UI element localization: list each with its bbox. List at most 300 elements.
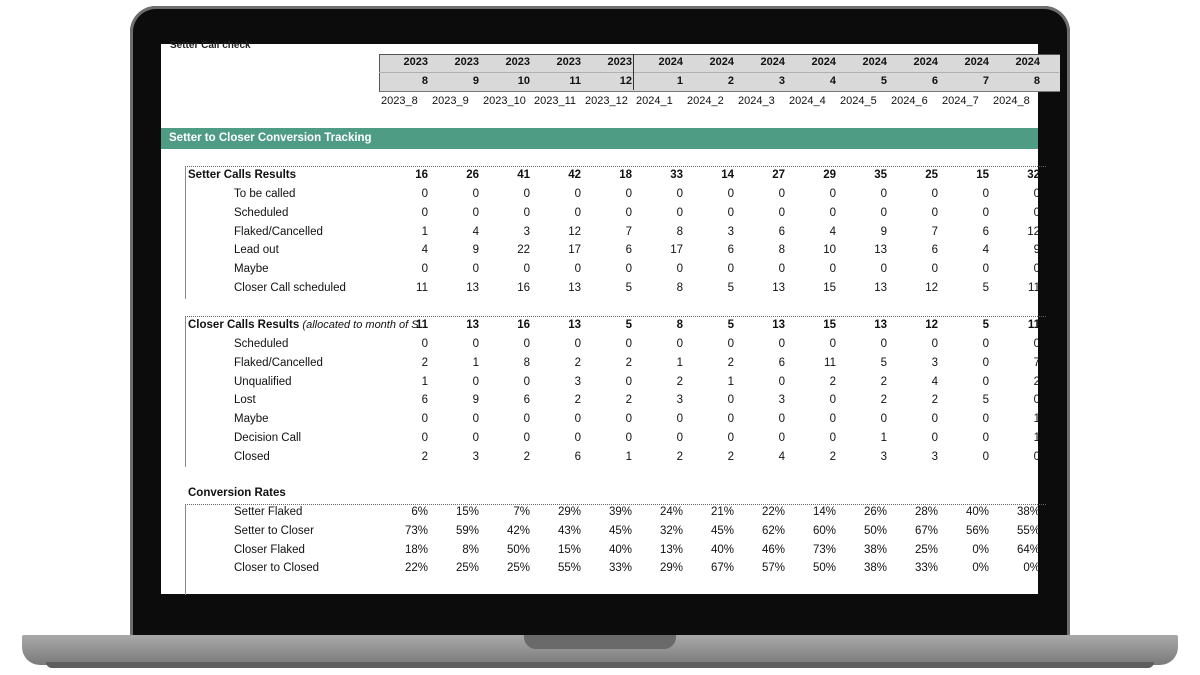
table-cell: 6 [778, 225, 785, 238]
table-cell: 2 [1033, 375, 1040, 388]
table-cell: 5 [625, 319, 632, 331]
table-cell: 0 [931, 338, 938, 350]
closer-group-box [185, 316, 1046, 467]
table-cell: 0 [574, 432, 581, 444]
table-cell: 11 [416, 282, 428, 294]
table-cell: 28% [914, 506, 938, 518]
table-cell: 42 [568, 169, 581, 181]
table-cell: 29 [823, 169, 836, 181]
table-cell: 0 [778, 338, 785, 350]
table-cell: 3 [676, 394, 683, 407]
table-cell: 6% [411, 506, 428, 518]
table-cell: 2 [625, 356, 632, 369]
table-cell: 1 [727, 375, 734, 388]
month-header-cell: 1 [676, 75, 683, 87]
table-cell: 0 [982, 432, 989, 444]
table-cell: 12 [925, 319, 938, 331]
table-cell: 0 [982, 450, 989, 463]
year-header-cell: 2024 [658, 56, 683, 68]
year-header-cell: 2023 [505, 56, 530, 68]
table-cell: 0 [676, 432, 683, 444]
table-cell: 8 [676, 319, 683, 331]
table-cell: 50% [812, 562, 836, 575]
table-cell: 6 [574, 450, 581, 463]
table-cell: 0 [1033, 206, 1040, 219]
table-cell: 0 [931, 263, 938, 276]
table-cell: 4 [778, 450, 785, 463]
row-label: Flaked/Cancelled [234, 356, 323, 369]
period-code-cell: 2024_5 [840, 95, 877, 107]
table-cell: 1 [1033, 432, 1040, 444]
table-cell: 24% [659, 506, 683, 518]
table-cell: 3 [727, 225, 734, 238]
table-cell: 0 [829, 263, 836, 276]
year-header-cell: 2023 [403, 56, 428, 68]
table-cell: 0 [1033, 188, 1040, 200]
table-cell: 67% [710, 562, 734, 575]
table-cell: 27 [772, 169, 785, 181]
table-cell: 2 [574, 394, 581, 407]
table-cell: 0 [421, 432, 428, 444]
table-cell: 22 [517, 244, 530, 257]
table-cell: 2 [421, 450, 428, 463]
row-label: Lost [234, 394, 256, 407]
table-cell: 2 [727, 356, 734, 369]
table-cell: 1 [421, 225, 428, 238]
closer-heading-note: (allocated to month of S [302, 319, 419, 331]
table-cell: 0 [472, 206, 479, 219]
table-cell: 15% [455, 506, 479, 518]
year-header-cell: 2024 [964, 56, 989, 68]
table-cell: 0 [727, 394, 734, 407]
table-cell: 0 [1033, 263, 1040, 276]
table-cell: 3 [880, 450, 887, 463]
table-cell: 0 [472, 413, 479, 426]
table-cell: 9 [472, 394, 479, 407]
month-header-cell: 9 [472, 75, 479, 87]
table-cell: 38% [863, 543, 887, 556]
table-cell: 73% [812, 543, 836, 556]
table-cell: 21% [710, 506, 734, 518]
table-cell: 60% [812, 524, 836, 537]
table-cell: 0 [574, 413, 581, 426]
table-cell: 18 [619, 169, 632, 181]
table-cell: 0 [727, 338, 734, 350]
row-label: Setter Flaked [234, 506, 303, 518]
year-header-cell: 2023 [607, 56, 632, 68]
table-cell: 2 [523, 450, 530, 463]
table-cell: 0 [523, 188, 530, 200]
table-cell: 0 [982, 338, 989, 350]
table-cell: 0 [880, 338, 887, 350]
table-cell: 0 [982, 263, 989, 276]
period-code-cell: 2024_3 [738, 95, 775, 107]
table-cell: 2 [574, 356, 581, 369]
period-code-cell: 2024_8 [993, 95, 1030, 107]
month-header-cell: 5 [880, 75, 887, 87]
table-cell: 0 [829, 338, 836, 350]
year-header-cell: 2023 [454, 56, 479, 68]
table-cell: 1 [880, 432, 887, 444]
table-cell: 2 [880, 375, 887, 388]
table-cell: 50% [863, 524, 887, 537]
table-cell: 5 [982, 282, 989, 294]
table-cell: 73% [404, 524, 428, 537]
conversion-heading: Conversion Rates [188, 487, 286, 499]
table-cell: 41 [517, 169, 530, 181]
table-cell: 0 [880, 188, 887, 200]
month-header-cell: 3 [778, 75, 785, 87]
row-label: To be called [234, 188, 296, 200]
year-header-cell: 2024 [811, 56, 836, 68]
table-cell: 33 [670, 169, 683, 181]
table-cell: 15 [823, 319, 836, 331]
table-cell: 0 [778, 206, 785, 219]
table-cell: 40% [965, 506, 989, 518]
table-cell: 0 [829, 394, 836, 407]
table-cell: 0 [778, 375, 785, 388]
table-cell: 57% [761, 562, 785, 575]
table-cell: 11 [824, 356, 836, 369]
table-cell: 0 [625, 432, 632, 444]
row-label: Decision Call [234, 432, 302, 444]
table-cell: 2 [931, 394, 938, 407]
table-cell: 12 [1027, 225, 1040, 238]
table-cell: 0 [421, 188, 428, 200]
table-cell: 0 [676, 188, 683, 200]
table-cell: 43% [557, 524, 581, 537]
table-cell: 0% [1023, 562, 1040, 575]
table-cell: 0 [574, 206, 581, 219]
table-cell: 26 [466, 169, 479, 181]
table-cell: 6 [523, 394, 530, 407]
table-cell: 16 [517, 319, 530, 331]
table-cell: 0 [676, 263, 683, 276]
table-cell: 0 [523, 338, 530, 350]
table-cell: 15 [823, 282, 836, 294]
table-cell: 5 [880, 356, 887, 369]
year-header-cell: 2024 [709, 56, 734, 68]
period-code-cell: 2024_7 [942, 95, 979, 107]
table-cell: 10 [823, 244, 836, 257]
table-cell: 0 [472, 188, 479, 200]
table-cell: 0 [982, 375, 989, 388]
row-label: Closer Flaked [234, 543, 305, 556]
table-cell: 16 [517, 282, 530, 294]
table-cell: 2 [676, 375, 683, 388]
table-cell: 0 [1033, 394, 1040, 407]
table-cell: 0 [727, 263, 734, 276]
closer-heading [188, 319, 419, 331]
table-cell: 13 [874, 319, 887, 331]
table-cell: 0 [982, 356, 989, 369]
table-cell: 0 [982, 413, 989, 426]
table-cell: 0 [676, 206, 683, 219]
table-cell: 0 [778, 413, 785, 426]
table-cell: 0 [931, 206, 938, 219]
table-cell: 50% [506, 543, 530, 556]
table-cell: 38% [863, 562, 887, 575]
table-cell: 5 [982, 319, 989, 331]
table-cell: 0 [472, 338, 479, 350]
table-cell: 33% [608, 562, 632, 575]
row-label: Flaked/Cancelled [234, 225, 323, 238]
table-cell: 55% [557, 562, 581, 575]
table-cell: 1 [1033, 413, 1040, 426]
table-cell: 42% [506, 524, 530, 537]
row-label: Closer Call scheduled [234, 282, 346, 294]
table-cell: 7 [1033, 356, 1040, 369]
table-cell: 15% [557, 543, 581, 556]
table-cell: 13 [568, 319, 581, 331]
table-cell: 0 [574, 263, 581, 276]
table-cell: 2 [829, 450, 836, 463]
table-cell: 0 [676, 413, 683, 426]
table-cell: 0% [972, 543, 989, 556]
table-cell: 6 [727, 244, 734, 257]
table-cell: 0 [829, 413, 836, 426]
table-cell: 1 [472, 356, 479, 369]
table-cell: 11 [1028, 282, 1040, 294]
table-cell: 0 [778, 263, 785, 276]
table-cell: 0 [523, 413, 530, 426]
table-cell: 6 [931, 244, 938, 257]
month-header-cell: 10 [517, 75, 530, 87]
table-cell: 0 [778, 188, 785, 200]
table-cell: 17 [568, 244, 581, 257]
table-cell: 62% [761, 524, 785, 537]
laptop-base-edge [46, 662, 1154, 668]
table-cell: 7 [931, 225, 938, 238]
table-cell: 17 [670, 244, 683, 257]
table-cell: 22% [404, 562, 428, 575]
month-header-cell: 7 [982, 75, 989, 87]
setter-heading: Setter Calls Results [188, 169, 297, 181]
table-cell: 14 [721, 169, 734, 181]
table-cell: 40% [710, 543, 734, 556]
table-cell: 6 [778, 356, 785, 369]
table-cell: 0 [472, 432, 479, 444]
table-cell: 9 [1033, 244, 1040, 257]
table-cell: 29% [659, 562, 683, 575]
table-cell: 0 [676, 338, 683, 350]
table-cell: 0 [829, 188, 836, 200]
table-cell: 2 [880, 394, 887, 407]
year-header-cell: 2023 [556, 56, 581, 68]
month-header-cell: 6 [931, 75, 938, 87]
table-cell: 8 [778, 244, 785, 257]
row-label: Unqualified [234, 375, 292, 388]
table-cell: 0 [727, 413, 734, 426]
table-cell: 2 [676, 450, 683, 463]
table-cell: 38% [1016, 506, 1040, 518]
month-header-cell: 12 [619, 75, 632, 87]
table-cell: 8% [462, 543, 479, 556]
table-cell: 0 [625, 188, 632, 200]
table-cell: 5 [625, 282, 632, 294]
table-cell: 13 [874, 244, 887, 257]
table-cell: 0 [523, 375, 530, 388]
table-cell: 4 [472, 225, 479, 238]
table-cell: 13 [772, 319, 785, 331]
table-cell: 13 [466, 319, 479, 331]
table-cell: 5 [982, 394, 989, 407]
laptop-screen [161, 40, 1040, 594]
table-cell: 0 [523, 263, 530, 276]
row-label: Lead out [234, 244, 279, 257]
table-cell: 13 [772, 282, 785, 294]
table-cell: 6 [625, 244, 632, 257]
table-cell: 0 [421, 413, 428, 426]
table-cell: 0 [574, 338, 581, 350]
table-cell: 0 [931, 432, 938, 444]
spreadsheet[interactable] [161, 40, 1040, 594]
row-label: Closer to Closed [234, 562, 320, 575]
table-cell: 4 [421, 244, 428, 257]
table-cell: 0% [972, 562, 989, 575]
table-cell: 40% [608, 543, 632, 556]
year-header-cell: 2024 [913, 56, 938, 68]
year-header-cell: 2024 [862, 56, 887, 68]
row-label: Closed [234, 450, 270, 463]
table-cell: 3 [472, 450, 479, 463]
table-cell: 46% [761, 543, 785, 556]
table-cell: 0 [625, 375, 632, 388]
row-label: Scheduled [234, 206, 289, 219]
table-cell: 1 [421, 375, 428, 388]
table-cell: 6 [421, 394, 428, 407]
period-code-cell: 2024_4 [789, 95, 826, 107]
table-cell: 8 [676, 282, 683, 294]
table-cell: 9 [880, 225, 887, 238]
sheet-title: Setter Call check [170, 40, 251, 51]
table-cell: 0 [880, 413, 887, 426]
table-cell: 16 [415, 169, 428, 181]
table-cell: 3 [574, 375, 581, 388]
period-code-cell: 2023_10 [483, 95, 526, 107]
header-divider [379, 72, 1059, 73]
table-cell: 26% [863, 506, 887, 518]
table-cell: 13 [568, 282, 581, 294]
period-code-cell: 2024_1 [636, 95, 673, 107]
period-code-cell: 2023_9 [432, 95, 469, 107]
table-cell: 0 [625, 263, 632, 276]
table-cell: 45% [710, 524, 734, 537]
laptop-notch [524, 635, 676, 649]
table-cell: 25 [925, 169, 938, 181]
table-cell: 3 [931, 450, 938, 463]
month-header-cell: 4 [829, 75, 836, 87]
table-cell: 67% [914, 524, 938, 537]
table-cell: 25% [506, 562, 530, 575]
period-code-cell: 2024_2 [687, 95, 724, 107]
table-cell: 56% [965, 524, 989, 537]
month-header-cell: 2 [727, 75, 734, 87]
table-cell: 0 [472, 263, 479, 276]
table-cell: 11 [1027, 319, 1040, 331]
table-cell: 11 [415, 319, 428, 331]
table-cell: 0 [625, 413, 632, 426]
table-cell: 0 [625, 338, 632, 350]
year-header-cell: 2024 [1015, 56, 1040, 68]
closer-heading-label: Closer Calls Results [188, 319, 300, 331]
table-cell: 32% [659, 524, 683, 537]
table-cell: 0 [523, 206, 530, 219]
table-cell: 22% [761, 506, 785, 518]
table-cell: 64% [1016, 543, 1040, 556]
table-cell: 14% [812, 506, 836, 518]
table-cell: 0 [1033, 450, 1040, 463]
table-cell: 55% [1016, 524, 1040, 537]
year-divider [633, 54, 634, 90]
section-title: Setter to Closer Conversion Tracking [161, 128, 1038, 149]
table-cell: 4 [829, 225, 836, 238]
table-cell: 0 [574, 188, 581, 200]
table-cell: 0 [880, 206, 887, 219]
table-cell: 15 [976, 169, 989, 181]
table-cell: 7% [513, 506, 530, 518]
table-cell: 0 [931, 188, 938, 200]
table-cell: 0 [421, 263, 428, 276]
table-cell: 0 [625, 206, 632, 219]
period-code-cell: 2023_12 [585, 95, 628, 107]
table-cell: 7 [625, 225, 632, 238]
table-cell: 3 [523, 225, 530, 238]
table-cell: 0 [880, 263, 887, 276]
table-cell: 18% [404, 543, 428, 556]
table-cell: 35 [874, 169, 887, 181]
table-cell: 0 [778, 432, 785, 444]
year-header-cell: 2024 [760, 56, 785, 68]
table-cell: 2 [625, 394, 632, 407]
table-cell: 0 [727, 432, 734, 444]
period-code-cell: 2023_11 [534, 95, 577, 107]
table-cell: 13 [466, 282, 479, 294]
month-header-cell: 11 [569, 75, 581, 87]
table-cell: 2 [727, 450, 734, 463]
month-header-cell: 8 [421, 75, 428, 87]
table-cell: 2 [421, 356, 428, 369]
table-cell: 0 [421, 338, 428, 350]
row-label: Setter to Closer [234, 524, 314, 537]
period-code-cell: 2023_8 [381, 95, 418, 107]
table-cell: 0 [727, 206, 734, 219]
period-code-cell: 2024_6 [891, 95, 928, 107]
table-cell: 29% [557, 506, 581, 518]
table-cell: 0 [727, 188, 734, 200]
table-cell: 4 [931, 375, 938, 388]
table-cell: 1 [625, 450, 632, 463]
table-cell: 12 [925, 282, 938, 294]
table-cell: 0 [472, 375, 479, 388]
table-cell: 3 [931, 356, 938, 369]
table-cell: 25% [914, 543, 938, 556]
table-cell: 45% [608, 524, 632, 537]
table-cell: 59% [455, 524, 479, 537]
row-label: Scheduled [234, 338, 289, 350]
table-cell: 25% [455, 562, 479, 575]
table-cell: 0 [421, 206, 428, 219]
table-cell: 0 [829, 432, 836, 444]
table-cell: 6 [982, 225, 989, 238]
table-cell: 0 [523, 432, 530, 444]
table-cell: 0 [1033, 338, 1040, 350]
row-label: Maybe [234, 263, 269, 276]
table-cell: 5 [727, 282, 734, 294]
table-cell: 8 [676, 225, 683, 238]
table-cell: 0 [982, 188, 989, 200]
table-cell: 0 [982, 206, 989, 219]
